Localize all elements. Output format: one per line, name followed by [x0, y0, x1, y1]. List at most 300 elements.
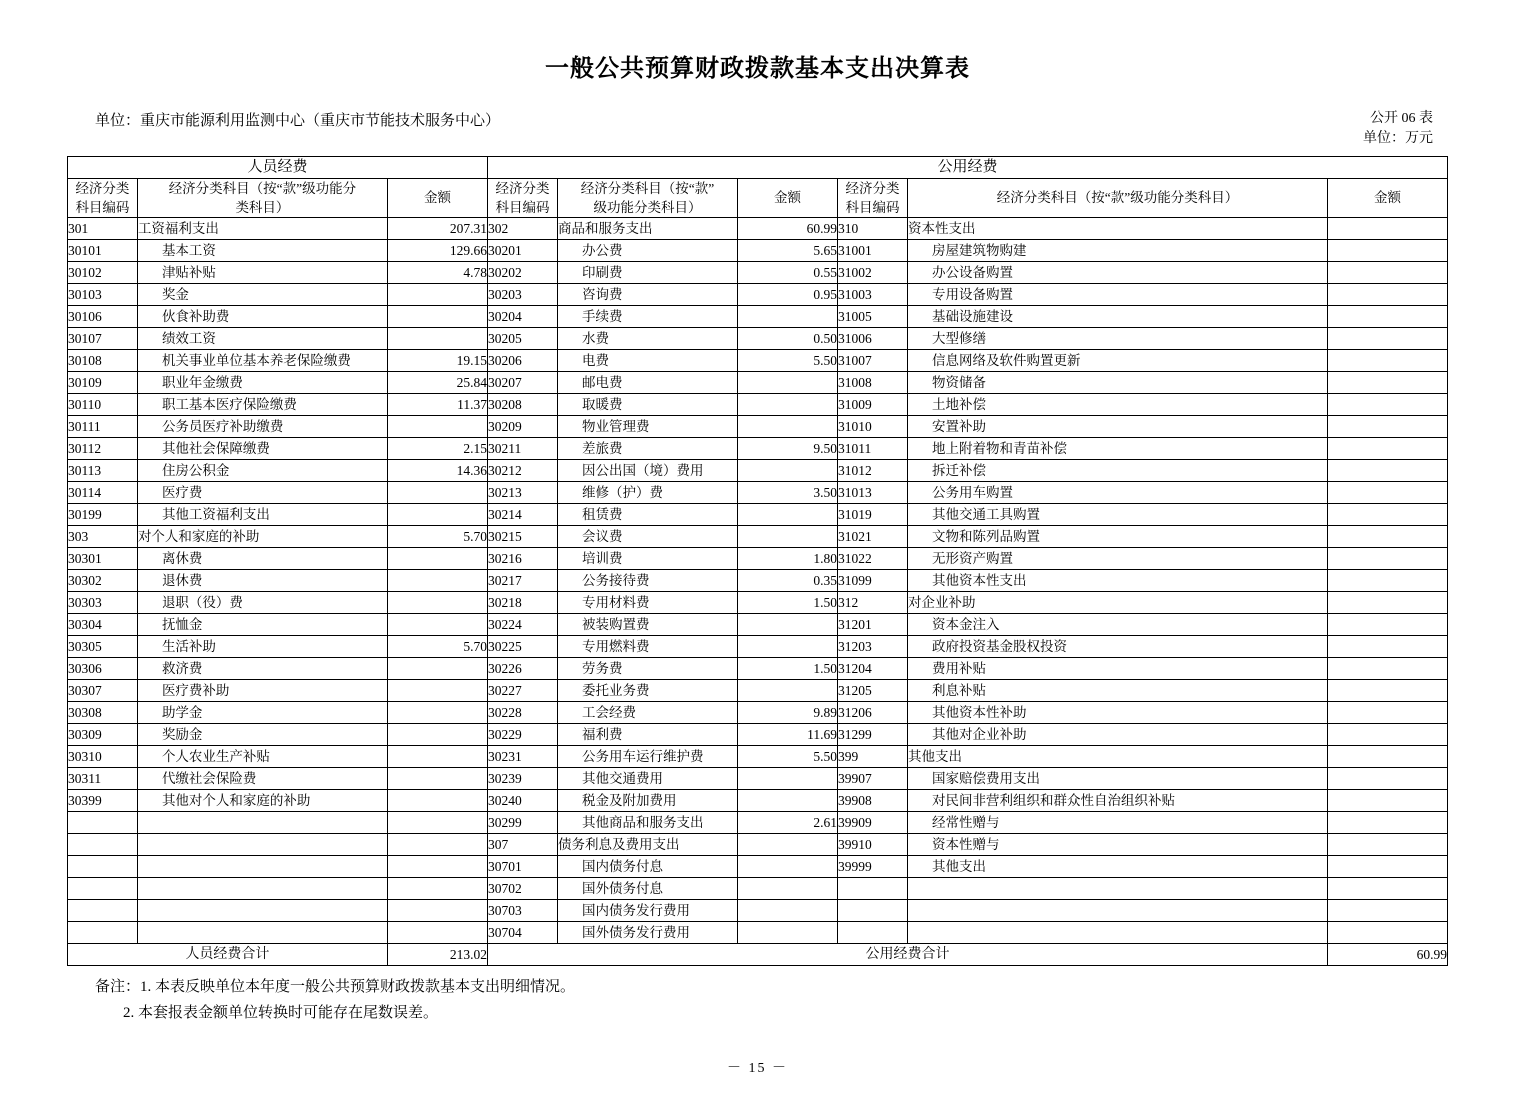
- table-row: [67, 459, 1447, 481]
- column-header-row: [67, 178, 1447, 217]
- col-head-amount-personnel: 金额: [387, 178, 487, 217]
- public-right-name: 拆迁补偿: [907, 459, 1327, 481]
- public-right-name: 安置补助: [907, 415, 1327, 437]
- personnel-code: 301: [67, 217, 137, 239]
- personnel-code: 30399: [67, 789, 137, 811]
- col-head-name-public-right: 经济分类科目（按“款”级功能分类科目）: [907, 178, 1327, 217]
- public-mid-amount: 3.50: [737, 481, 837, 503]
- public-right-amount: [1327, 789, 1447, 811]
- personnel-amount: 5.70: [387, 525, 487, 547]
- public-mid-amount: 5.65: [737, 239, 837, 261]
- public-mid-code: 30239: [487, 767, 557, 789]
- personnel-name: 对个人和家庭的补助: [137, 525, 387, 547]
- personnel-code: 30309: [67, 723, 137, 745]
- personnel-code: 30303: [67, 591, 137, 613]
- public-right-amount: [1327, 349, 1447, 371]
- public-right-code: 31206: [837, 701, 907, 723]
- public-right-code: 31003: [837, 283, 907, 305]
- personnel-amount: [387, 723, 487, 745]
- public-mid-amount: [737, 459, 837, 481]
- public-mid-name: 培训费: [557, 547, 737, 569]
- public-mid-amount: 5.50: [737, 349, 837, 371]
- public-mid-code: 30216: [487, 547, 557, 569]
- public-right-amount: [1327, 415, 1447, 437]
- public-mid-name: 差旅费: [557, 437, 737, 459]
- public-mid-amount: 0.55: [737, 261, 837, 283]
- personnel-name: 医疗费补助: [137, 679, 387, 701]
- public-right-name: 其他交通工具购置: [907, 503, 1327, 525]
- personnel-code: 30111: [67, 415, 137, 437]
- col-head-code-public-mid: 经济分类 科目编码: [487, 178, 557, 217]
- col-head-name-personnel: 经济分类科目（按“款”级功能分 类科目）: [137, 178, 387, 217]
- notes: [95, 974, 1515, 1027]
- personnel-code: 30107: [67, 327, 137, 349]
- public-right-name: [907, 899, 1327, 921]
- public-right-amount: [1327, 305, 1447, 327]
- personnel-amount: [387, 481, 487, 503]
- public-right-name: 资本金注入: [907, 613, 1327, 635]
- public-right-amount: [1327, 393, 1447, 415]
- public-right-name: [907, 921, 1327, 943]
- personnel-name: 工资福利支出: [137, 217, 387, 239]
- public-right-amount: [1327, 591, 1447, 613]
- public-right-code: 39907: [837, 767, 907, 789]
- public-mid-name: 取暖费: [557, 393, 737, 415]
- public-right-code: 31009: [837, 393, 907, 415]
- public-right-name: 其他支出: [907, 855, 1327, 877]
- personnel-amount: [387, 921, 487, 943]
- personnel-name: 其他社会保障缴费: [137, 437, 387, 459]
- public-mid-name: 其他交通费用: [557, 767, 737, 789]
- public-right-amount: [1327, 833, 1447, 855]
- public-mid-code: 30201: [487, 239, 557, 261]
- personnel-amount: [387, 283, 487, 305]
- personnel-name: 救济费: [137, 657, 387, 679]
- public-right-amount: [1327, 261, 1447, 283]
- table-row: [67, 767, 1447, 789]
- public-mid-amount: [737, 855, 837, 877]
- public-mid-amount: 9.89: [737, 701, 837, 723]
- personnel-code: [67, 811, 137, 833]
- public-mid-name: 办公费: [557, 239, 737, 261]
- public-right-name: 物资储备: [907, 371, 1327, 393]
- public-right-name: 对企业补助: [907, 591, 1327, 613]
- personnel-amount: [387, 745, 487, 767]
- public-right-amount: [1327, 613, 1447, 635]
- page-title: 一般公共预算财政拨款基本支出决算表: [545, 56, 970, 82]
- table-row: [67, 305, 1447, 327]
- public-right-code: 31012: [837, 459, 907, 481]
- personnel-amount: [387, 855, 487, 877]
- table-row: [67, 789, 1447, 811]
- public-right-amount: [1327, 459, 1447, 481]
- public-mid-code: 30208: [487, 393, 557, 415]
- table-row: [67, 217, 1447, 239]
- public-mid-code: 30211: [487, 437, 557, 459]
- personnel-amount: 25.84: [387, 371, 487, 393]
- public-mid-code: 30704: [487, 921, 557, 943]
- public-right-name: 土地补偿: [907, 393, 1327, 415]
- public-right-name: 经常性赠与: [907, 811, 1327, 833]
- public-mid-amount: [737, 371, 837, 393]
- public-mid-code: 30217: [487, 569, 557, 591]
- personnel-code: 30112: [67, 437, 137, 459]
- personnel-code: 30302: [67, 569, 137, 591]
- public-right-name: 大型修缮: [907, 327, 1327, 349]
- public-right-name: 其他对企业补助: [907, 723, 1327, 745]
- public-right-code: 39999: [837, 855, 907, 877]
- public-right-name: 对民间非营利组织和群众性自治组织补贴: [907, 789, 1327, 811]
- public-mid-amount: [737, 833, 837, 855]
- public-mid-name: 维修（护）费: [557, 481, 737, 503]
- table-row: [67, 481, 1447, 503]
- personnel-code: 30113: [67, 459, 137, 481]
- table-row: [67, 745, 1447, 767]
- table-row: [67, 239, 1447, 261]
- public-right-name: 国家赔偿费用支出: [907, 767, 1327, 789]
- personnel-amount: [387, 789, 487, 811]
- public-right-name: 地上附着物和青苗补偿: [907, 437, 1327, 459]
- personnel-amount: [387, 833, 487, 855]
- personnel-code: 30108: [67, 349, 137, 371]
- public-mid-code: 30228: [487, 701, 557, 723]
- public-mid-amount: [737, 305, 837, 327]
- personnel-amount: 14.36: [387, 459, 487, 481]
- public-mid-code: 30227: [487, 679, 557, 701]
- public-right-name: 其他资本性支出: [907, 569, 1327, 591]
- personnel-code: 30102: [67, 261, 137, 283]
- personnel-amount: [387, 613, 487, 635]
- public-right-code: 31201: [837, 613, 907, 635]
- personnel-amount: 2.15: [387, 437, 487, 459]
- public-mid-amount: [737, 393, 837, 415]
- public-right-amount: [1327, 283, 1447, 305]
- public-mid-amount: [737, 767, 837, 789]
- public-right-amount: [1327, 503, 1447, 525]
- public-right-name: 基础设施建设: [907, 305, 1327, 327]
- public-mid-name: 水费: [557, 327, 737, 349]
- personnel-amount: [387, 415, 487, 437]
- public-mid-code: 30225: [487, 635, 557, 657]
- public-mid-amount: 1.80: [737, 547, 837, 569]
- public-right-code: 31006: [837, 327, 907, 349]
- table-row: [67, 855, 1447, 877]
- group-header-personnel: 人员经费: [67, 156, 487, 178]
- table-row: [67, 569, 1447, 591]
- table-row: [67, 261, 1447, 283]
- personnel-name: [137, 833, 387, 855]
- personnel-code: [67, 877, 137, 899]
- public-mid-code: 30203: [487, 283, 557, 305]
- public-right-amount: [1327, 635, 1447, 657]
- personnel-amount: [387, 877, 487, 899]
- public-right-code: 31022: [837, 547, 907, 569]
- personnel-amount: [387, 811, 487, 833]
- table-row: [67, 921, 1447, 943]
- total-amount-personnel: 213.02: [387, 943, 487, 965]
- public-mid-amount: [737, 899, 837, 921]
- public-mid-name: 手续费: [557, 305, 737, 327]
- public-right-name: 利息补贴: [907, 679, 1327, 701]
- public-right-name: 无形资产购置: [907, 547, 1327, 569]
- public-mid-name: 债务利息及费用支出: [557, 833, 737, 855]
- public-right-name: 公务用车购置: [907, 481, 1327, 503]
- public-mid-name: 工会经费: [557, 701, 737, 723]
- personnel-amount: [387, 899, 487, 921]
- public-mid-amount: 1.50: [737, 591, 837, 613]
- public-right-code: 31205: [837, 679, 907, 701]
- public-right-amount: [1327, 371, 1447, 393]
- personnel-name: 职工基本医疗保险缴费: [137, 393, 387, 415]
- personnel-amount: 11.37: [387, 393, 487, 415]
- personnel-code: [67, 921, 137, 943]
- personnel-amount: 19.15: [387, 349, 487, 371]
- personnel-amount: [387, 305, 487, 327]
- public-mid-amount: 0.35: [737, 569, 837, 591]
- public-mid-code: 30205: [487, 327, 557, 349]
- table-row: [67, 899, 1447, 921]
- personnel-amount: [387, 591, 487, 613]
- public-mid-code: 30204: [487, 305, 557, 327]
- meta-row: [95, 109, 1475, 150]
- public-right-name: 其他支出: [907, 745, 1327, 767]
- public-right-name: 房屋建筑物购建: [907, 239, 1327, 261]
- col-head-amount-public-right: 金额: [1327, 178, 1447, 217]
- public-right-name: 政府投资基金股权投资: [907, 635, 1327, 657]
- public-mid-amount: [737, 525, 837, 547]
- public-mid-name: 公务用车运行维护费: [557, 745, 737, 767]
- form-number: 公开 06 表: [1370, 111, 1433, 126]
- group-header-public: 公用经费: [487, 156, 1447, 178]
- personnel-code: 30101: [67, 239, 137, 261]
- public-mid-code: 30212: [487, 459, 557, 481]
- public-right-amount: [1327, 437, 1447, 459]
- public-right-amount: [1327, 811, 1447, 833]
- public-right-code: 31007: [837, 349, 907, 371]
- public-mid-amount: 2.61: [737, 811, 837, 833]
- public-mid-code: 302: [487, 217, 557, 239]
- personnel-name: 个人农业生产补贴: [137, 745, 387, 767]
- table-row: [67, 547, 1447, 569]
- public-right-name: 信息网络及软件购置更新: [907, 349, 1327, 371]
- personnel-amount: 5.70: [387, 635, 487, 657]
- personnel-code: 30310: [67, 745, 137, 767]
- personnel-name: 奖金: [137, 283, 387, 305]
- public-mid-amount: [737, 415, 837, 437]
- public-right-amount: [1327, 767, 1447, 789]
- personnel-name: [137, 921, 387, 943]
- public-right-amount: [1327, 877, 1447, 899]
- public-mid-amount: 0.50: [737, 327, 837, 349]
- public-mid-name: 邮电费: [557, 371, 737, 393]
- personnel-code: 30305: [67, 635, 137, 657]
- public-mid-name: 印刷费: [557, 261, 737, 283]
- public-mid-code: 30209: [487, 415, 557, 437]
- budget-table: [67, 156, 1448, 966]
- public-right-amount: [1327, 899, 1447, 921]
- public-mid-name: 国内债务付息: [557, 855, 737, 877]
- personnel-name: 生活补助: [137, 635, 387, 657]
- public-right-amount: [1327, 547, 1447, 569]
- public-mid-name: 其他商品和服务支出: [557, 811, 737, 833]
- personnel-code: 30103: [67, 283, 137, 305]
- public-right-code: 31019: [837, 503, 907, 525]
- public-right-code: 31013: [837, 481, 907, 503]
- public-mid-amount: 1.50: [737, 657, 837, 679]
- col-head-code-personnel: 经济分类 科目编码: [67, 178, 137, 217]
- personnel-code: [67, 899, 137, 921]
- public-mid-code: 30207: [487, 371, 557, 393]
- public-mid-code: 30703: [487, 899, 557, 921]
- public-right-amount: [1327, 239, 1447, 261]
- personnel-code: 30106: [67, 305, 137, 327]
- public-mid-name: 国外债务发行费用: [557, 921, 737, 943]
- public-mid-amount: 9.50: [737, 437, 837, 459]
- public-mid-amount: 60.99: [737, 217, 837, 239]
- personnel-code: 30109: [67, 371, 137, 393]
- public-right-code: 31203: [837, 635, 907, 657]
- personnel-code: [67, 855, 137, 877]
- total-label-personnel: 人员经费合计: [67, 943, 387, 965]
- public-right-name: 资本性赠与: [907, 833, 1327, 855]
- personnel-name: 职业年金缴费: [137, 371, 387, 393]
- public-right-name: 其他资本性补助: [907, 701, 1327, 723]
- personnel-code: 30304: [67, 613, 137, 635]
- public-right-code: 31099: [837, 569, 907, 591]
- public-right-amount: [1327, 481, 1447, 503]
- personnel-name: [137, 855, 387, 877]
- table-row: [67, 525, 1447, 547]
- amount-unit: 单位：万元: [1363, 131, 1433, 147]
- public-right-name: 办公设备购置: [907, 261, 1327, 283]
- public-mid-name: 专用材料费: [557, 591, 737, 613]
- public-mid-code: 30229: [487, 723, 557, 745]
- public-right-code: 39910: [837, 833, 907, 855]
- public-mid-name: 劳务费: [557, 657, 737, 679]
- table-row: [67, 283, 1447, 305]
- table-row: [67, 679, 1447, 701]
- personnel-name: [137, 877, 387, 899]
- personnel-name: 助学金: [137, 701, 387, 723]
- personnel-name: 机关事业单位基本养老保险缴费: [137, 349, 387, 371]
- personnel-code: 303: [67, 525, 137, 547]
- table-row: [67, 635, 1447, 657]
- public-mid-amount: 0.95: [737, 283, 837, 305]
- public-right-name: 费用补贴: [907, 657, 1327, 679]
- public-mid-name: 因公出国（境）费用: [557, 459, 737, 481]
- public-mid-code: 30240: [487, 789, 557, 811]
- public-right-name: [907, 877, 1327, 899]
- public-right-code: 31299: [837, 723, 907, 745]
- public-right-code: 31010: [837, 415, 907, 437]
- personnel-name: 基本工资: [137, 239, 387, 261]
- personnel-amount: [387, 569, 487, 591]
- table-row: [67, 371, 1447, 393]
- public-mid-name: 物业管理费: [557, 415, 737, 437]
- public-right-amount: [1327, 679, 1447, 701]
- public-right-name: 文物和陈列品购置: [907, 525, 1327, 547]
- table-row: [67, 723, 1447, 745]
- personnel-amount: 129.66: [387, 239, 487, 261]
- public-right-code: 312: [837, 591, 907, 613]
- public-mid-code: 30215: [487, 525, 557, 547]
- public-right-amount: [1327, 745, 1447, 767]
- personnel-name: 奖励金: [137, 723, 387, 745]
- public-mid-code: 30231: [487, 745, 557, 767]
- table-row: [67, 349, 1447, 371]
- public-mid-amount: [737, 635, 837, 657]
- public-right-name: 资本性支出: [907, 217, 1327, 239]
- public-right-code: 399: [837, 745, 907, 767]
- table-row: [67, 811, 1447, 833]
- personnel-code: 30110: [67, 393, 137, 415]
- public-right-code: 39908: [837, 789, 907, 811]
- public-right-amount: [1327, 921, 1447, 943]
- public-mid-name: 电费: [557, 349, 737, 371]
- unit-line: 单位：重庆市能源利用监测中心（重庆市节能技术服务中心）: [95, 113, 501, 129]
- personnel-code: 30301: [67, 547, 137, 569]
- personnel-code: 30114: [67, 481, 137, 503]
- public-right-name: 专用设备购置: [907, 283, 1327, 305]
- table-row: [67, 657, 1447, 679]
- public-right-code: 39909: [837, 811, 907, 833]
- public-mid-code: 30213: [487, 481, 557, 503]
- public-right-code: 31005: [837, 305, 907, 327]
- public-mid-name: 国外债务付息: [557, 877, 737, 899]
- public-right-code: 310: [837, 217, 907, 239]
- personnel-amount: 4.78: [387, 261, 487, 283]
- personnel-code: 30307: [67, 679, 137, 701]
- table-row: [67, 503, 1447, 525]
- table-row: [67, 327, 1447, 349]
- public-mid-name: 国内债务发行费用: [557, 899, 737, 921]
- totals-row: [67, 943, 1447, 965]
- public-mid-name: 委托业务费: [557, 679, 737, 701]
- public-mid-name: 咨询费: [557, 283, 737, 305]
- personnel-name: 公务员医疗补助缴费: [137, 415, 387, 437]
- personnel-code: 30308: [67, 701, 137, 723]
- public-right-amount: [1327, 701, 1447, 723]
- public-right-code: [837, 899, 907, 921]
- public-right-code: 31021: [837, 525, 907, 547]
- personnel-name: 住房公积金: [137, 459, 387, 481]
- public-right-amount: [1327, 569, 1447, 591]
- personnel-name: 绩效工资: [137, 327, 387, 349]
- personnel-amount: [387, 503, 487, 525]
- personnel-amount: 207.31: [387, 217, 487, 239]
- public-mid-code: 30299: [487, 811, 557, 833]
- personnel-code: 30311: [67, 767, 137, 789]
- public-mid-amount: 11.69: [737, 723, 837, 745]
- public-right-amount: [1327, 855, 1447, 877]
- personnel-name: 退休费: [137, 569, 387, 591]
- personnel-amount: [387, 657, 487, 679]
- personnel-code: 30199: [67, 503, 137, 525]
- personnel-amount: [387, 767, 487, 789]
- public-mid-code: 30224: [487, 613, 557, 635]
- personnel-amount: [387, 327, 487, 349]
- public-mid-code: 30218: [487, 591, 557, 613]
- personnel-amount: [387, 547, 487, 569]
- page-number: － 15 －: [727, 1061, 788, 1076]
- public-right-amount: [1327, 327, 1447, 349]
- public-mid-amount: [737, 503, 837, 525]
- public-mid-amount: [737, 789, 837, 811]
- public-right-amount: [1327, 217, 1447, 239]
- public-mid-name: 专用燃料费: [557, 635, 737, 657]
- public-right-amount: [1327, 723, 1447, 745]
- personnel-name: 其他工资福利支出: [137, 503, 387, 525]
